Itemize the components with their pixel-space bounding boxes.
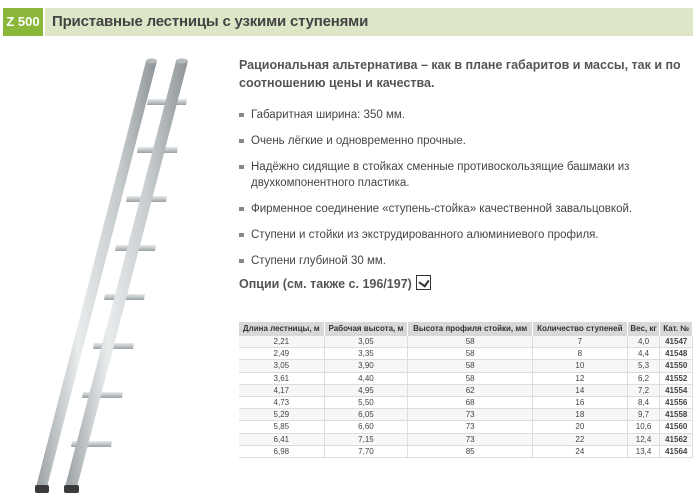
- options-heading: Опции (см. также с. 196/197): [239, 275, 431, 291]
- col-weight: Вес, кг: [627, 322, 660, 336]
- feature-item: Надёжно сидящие в стойках сменные противоскользящие башмаки из двухкомпонентного пластика.: [239, 159, 679, 191]
- col-steps: Количество ступеней: [533, 322, 628, 336]
- bullet-icon: [239, 165, 244, 169]
- feature-item: Ступени глубиной 30 мм.: [239, 253, 679, 269]
- page-title: Приставные лестницы с узкими ступенями: [52, 13, 369, 30]
- spec-table: [239, 322, 693, 458]
- feature-item: Габаритная ширина: 350 мм.: [239, 107, 679, 123]
- ladder-rails: [35, 59, 188, 494]
- table-row: 2,21 3,05 58 7 4,0 41547: [239, 336, 693, 348]
- feature-item: Ступени и стойки из экструдированного алюминиевого профиля.: [239, 227, 679, 243]
- table-row: 2,49 3,35 58 8 4,4 41548: [239, 348, 693, 360]
- table-row: 3,61 4,40 58 12 6,2 41552: [239, 372, 693, 384]
- table-row: 6,41 7,15 73 22 12,4 41562: [239, 433, 693, 445]
- bullet-icon: [239, 113, 244, 117]
- bullet-icon: [239, 139, 244, 143]
- table-row: 5,85 6,60 73 20 10,6 41560: [239, 421, 693, 433]
- page-header: [0, 0, 700, 40]
- col-profile-height: Высота профиля стойки, мм: [408, 322, 533, 336]
- col-work-height: Рабочая высота, м: [324, 322, 408, 336]
- table-header-row: [239, 322, 693, 336]
- table-row: 3,05 3,90 58 10 5,3 41550: [239, 360, 693, 372]
- options-reference-icon[interactable]: [416, 275, 431, 290]
- bullet-icon: [239, 233, 244, 237]
- title-bar: [45, 8, 693, 36]
- table-row: 6,98 7,70 85 24 13,4 41564: [239, 445, 693, 457]
- table-row: 4,73 5,50 68 16 8,4 41556: [239, 396, 693, 408]
- table-row: 4,17 4,95 62 14 7,2 41554: [239, 384, 693, 396]
- bullet-icon: [239, 259, 244, 263]
- col-catalog: Кат. №: [660, 322, 693, 336]
- feature-list: [239, 107, 679, 279]
- col-length: Длина лестницы, м: [239, 322, 324, 336]
- bullet-icon: [239, 207, 244, 211]
- table-row: 5,29 6,05 73 18 9,7 41558: [239, 409, 693, 421]
- model-badge: Z 500: [3, 8, 43, 36]
- ladder-image: [35, 55, 210, 495]
- feature-item: Фирменное соединение «ступень-стойка» качественной завальцовкой.: [239, 201, 679, 217]
- feature-item: Очень лёгкие и одновременно прочные.: [239, 133, 679, 149]
- intro-text: Рациональная альтернатива – как в плане габаритов и массы, так и по соотношению цены и качества.: [239, 58, 681, 90]
